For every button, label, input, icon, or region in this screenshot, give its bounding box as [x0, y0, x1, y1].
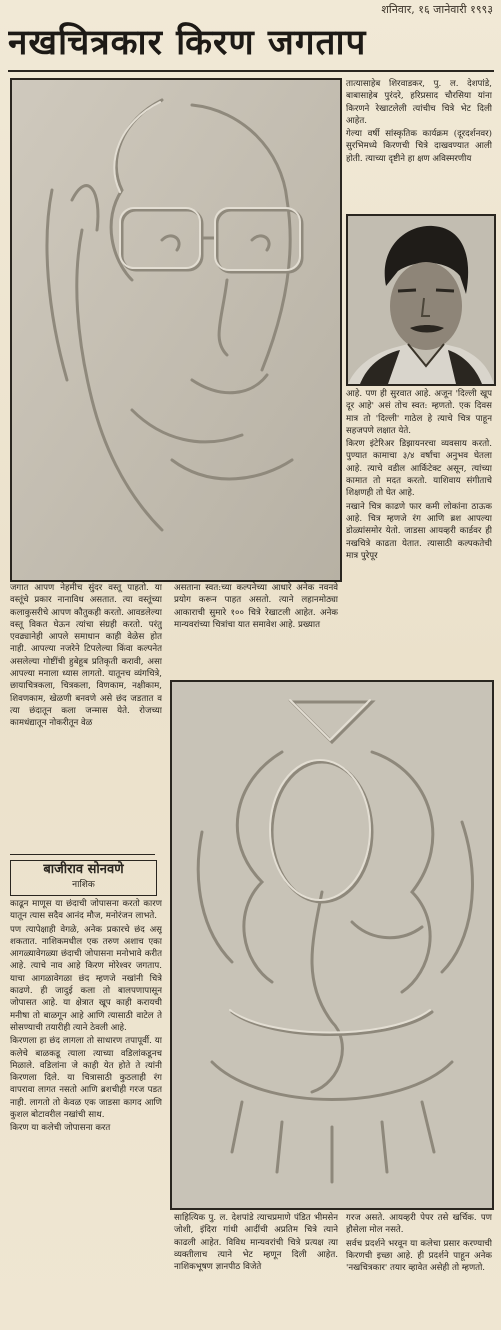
- paragraph: काढून माणूस या छंदाची जोपासना करतो कारण यातून त्यास सदैव आनंद मौज, मनोरंजन लाभते.: [10, 899, 162, 922]
- paragraph: गरज असते. आयव्हरी पेपर तसे खर्चिक. पण हौसेला मोल नसते.: [346, 1213, 492, 1236]
- article-column-right-top: [346, 78, 492, 216]
- portrait-nail-art-image: [10, 78, 342, 582]
- ganesha-nail-art-image: [170, 680, 494, 1210]
- paragraph: आहे. पण ही सुरवात आहे. अजून 'दिल्ली खूप दूर आहे' असं तोच स्वत: म्हणतो. एक दिवस मात्र तो 'दिल्ली' गाठेल हे त्याचे चित्र पाहून सहजपणे लक्षात येते.: [346, 389, 492, 436]
- paragraph: तात्यासाहेब शिरवाडकर, पु. ल. देशपांडे, बाबासाहेब पुरंदरे, हरिप्रसाद चौरसिया यांना किरणने रेखाटलेली त्यांचीच चित्रे भेट दिली आहेत.: [346, 79, 492, 126]
- article-column-left-lower: [10, 898, 162, 1326]
- paragraph: किरणला हा छंद लागला तो साधारण तपापूर्वी. या कलेचे बाळकडू त्याला त्याच्या वडिलांकडूनच मिळाले. वडिलांना जे काही येत होते ते त्यांनी किरणला दिले. या चित्रासाठी कुठलाही रंग वापरावा लागत नसतो आणि ब्रशचीही गरज पडत नाही. लागतो तो केवळ एक जाडसा कागद आणि कुशल बोटावरील नखांची साथ.: [10, 1036, 162, 1121]
- article-column-middle-lower: [174, 1212, 338, 1326]
- paragraph: गेल्या वर्षी सांस्कृतिक कार्यक्रम (दूरदर्शनवर) सुरभिमध्ये किरणची चित्रे दाखवण्यात आली होती. त्याच्या दृष्टीने हा क्षण अविस्मरणीय: [346, 129, 492, 164]
- paragraph: असताना स्वत:च्या कल्पनेच्या आधारे अनेक नवनवे प्रयोग करून पाहत असतो. त्याने लहानमोठ्या आकाराची सुमारे १०० चित्रे रेखाटली आहेत. अनेक मान्यवरांच्या चित्रांचा यात समावेश आहे. प्रख्यात: [174, 583, 338, 630]
- article-column-right-bottom: [346, 1212, 492, 1326]
- paragraph: नखाने चित्र काढणे फार कमी लोकांना ठाऊक आहे. चित्र म्हणजे रंग आणि ब्रश आपल्या डोळ्यांसमोर येतो. जाडसा आयव्हरी कार्डवर ही नखचित्रे काढता येतात. त्यासाठी कल्पकतेची मात्र पुरेपूर: [346, 501, 492, 561]
- article-column-middle-upper: [174, 582, 338, 672]
- byline-box: [10, 860, 157, 896]
- paragraph: सर्वच प्रदर्शने भरवून या कलेचा प्रसार करण्याची किरणची इच्छा आहे. ही प्रदर्शने पाहून अनेक 'नखचित्रकार' तयार व्हावेत असेही तो म्हणतो.: [346, 1238, 492, 1274]
- paragraph: किरण इंटेरिअर डिझायनरचा व्यवसाय करतो. पुण्यात कामाचा ३/४ वर्षांचा अनुभव घेतला आहे. त्याचे वडील आर्किटेक्ट असून, त्यांच्या कामात तो मदत करतो. याशिवाय संगीताचे शिक्षणही तो घेत आहे.: [346, 439, 492, 499]
- dateline: शनिवार, १६ जानेवारी १९९३: [381, 3, 493, 16]
- article-column-right-mid: [346, 388, 492, 678]
- article-column-left: [10, 582, 162, 854]
- byline-name: बाजीराव सोनवणे: [43, 862, 124, 877]
- paragraph: पण त्यापेक्षाही वेगळे, अनेक प्रकारचे छंद असू शकतात. नाशिकमधील एक तरुण अशाच एका आगळ्यावेगळ्या छंदाची जोपासना मनोभावे करीत आहे. त्याचे नाव आहे किरण मोरेश्वर जगताप. याचा आगळावेगळा छंद म्हणजे नखांनी चित्रे काढणे. ही जादुई कला तो बालपणापासून जोपासत आहे. या क्षेत्रात खूप काही करायची मनीषा तो बाळगून आहे आणि त्यासाठी वाटेल ते सोसण्याची तयारीही त्याने ठेवली आहे.: [10, 924, 162, 1033]
- column-rule: [10, 854, 155, 855]
- headline: नखचित्रकार किरण जगताप: [8, 22, 367, 63]
- paragraph: किरण या कलेची जोपासना करत: [10, 1123, 111, 1134]
- headline-rule: [8, 70, 494, 72]
- paragraph: साहित्यिक पु. ल. देशपांडे त्याचप्रमाणे पंडित भीमसेन जोशी, इंदिरा गांधी आदींची अप्रतिम चित्रे त्याने काढली आहेत. विविध मान्यवरांची चित्रे प्रत्यक्ष त्या व्यक्तीलाच त्याने भेट म्हणून दिली आहेत. नाशिकभूषण ज्ञानपीठ विजेते: [174, 1213, 338, 1273]
- byline-city: नाशिक: [72, 880, 95, 890]
- paragraph: जगात आपण नेहमीच सुंदर वस्तू पाहतो. या वस्तूंचे प्रकार नानाविध असतात. त्या वस्तूंच्या कलाकुसरीचे आपण कौतुकही करतो. आवडलेल्या वस्तू विकत घेऊन त्यांचा संग्रही करतो. परंतु एवढ्यानेही आपले समाधान काही वेळेस होत नाही. आपल्या नजरेने टिपलेल्या किंवा कल्पनेत असलेल्या गोष्टींची हुबेहूब प्रतिकृती करावी, असा आपल्या मनाला ध्यास लागतो. यातूनच व्यंगचित्रे, छायाचित्रकला, चित्रकला, विणकाम, नक्षीकाम, शिवणकाम, खेळणी बनवणे असे छंद जडतात व त्या छंदातून कला जन्मास येते. रोजच्या कामधंद्यातून नोकरीतून वेळ: [10, 583, 162, 729]
- artist-photo: [346, 214, 496, 386]
